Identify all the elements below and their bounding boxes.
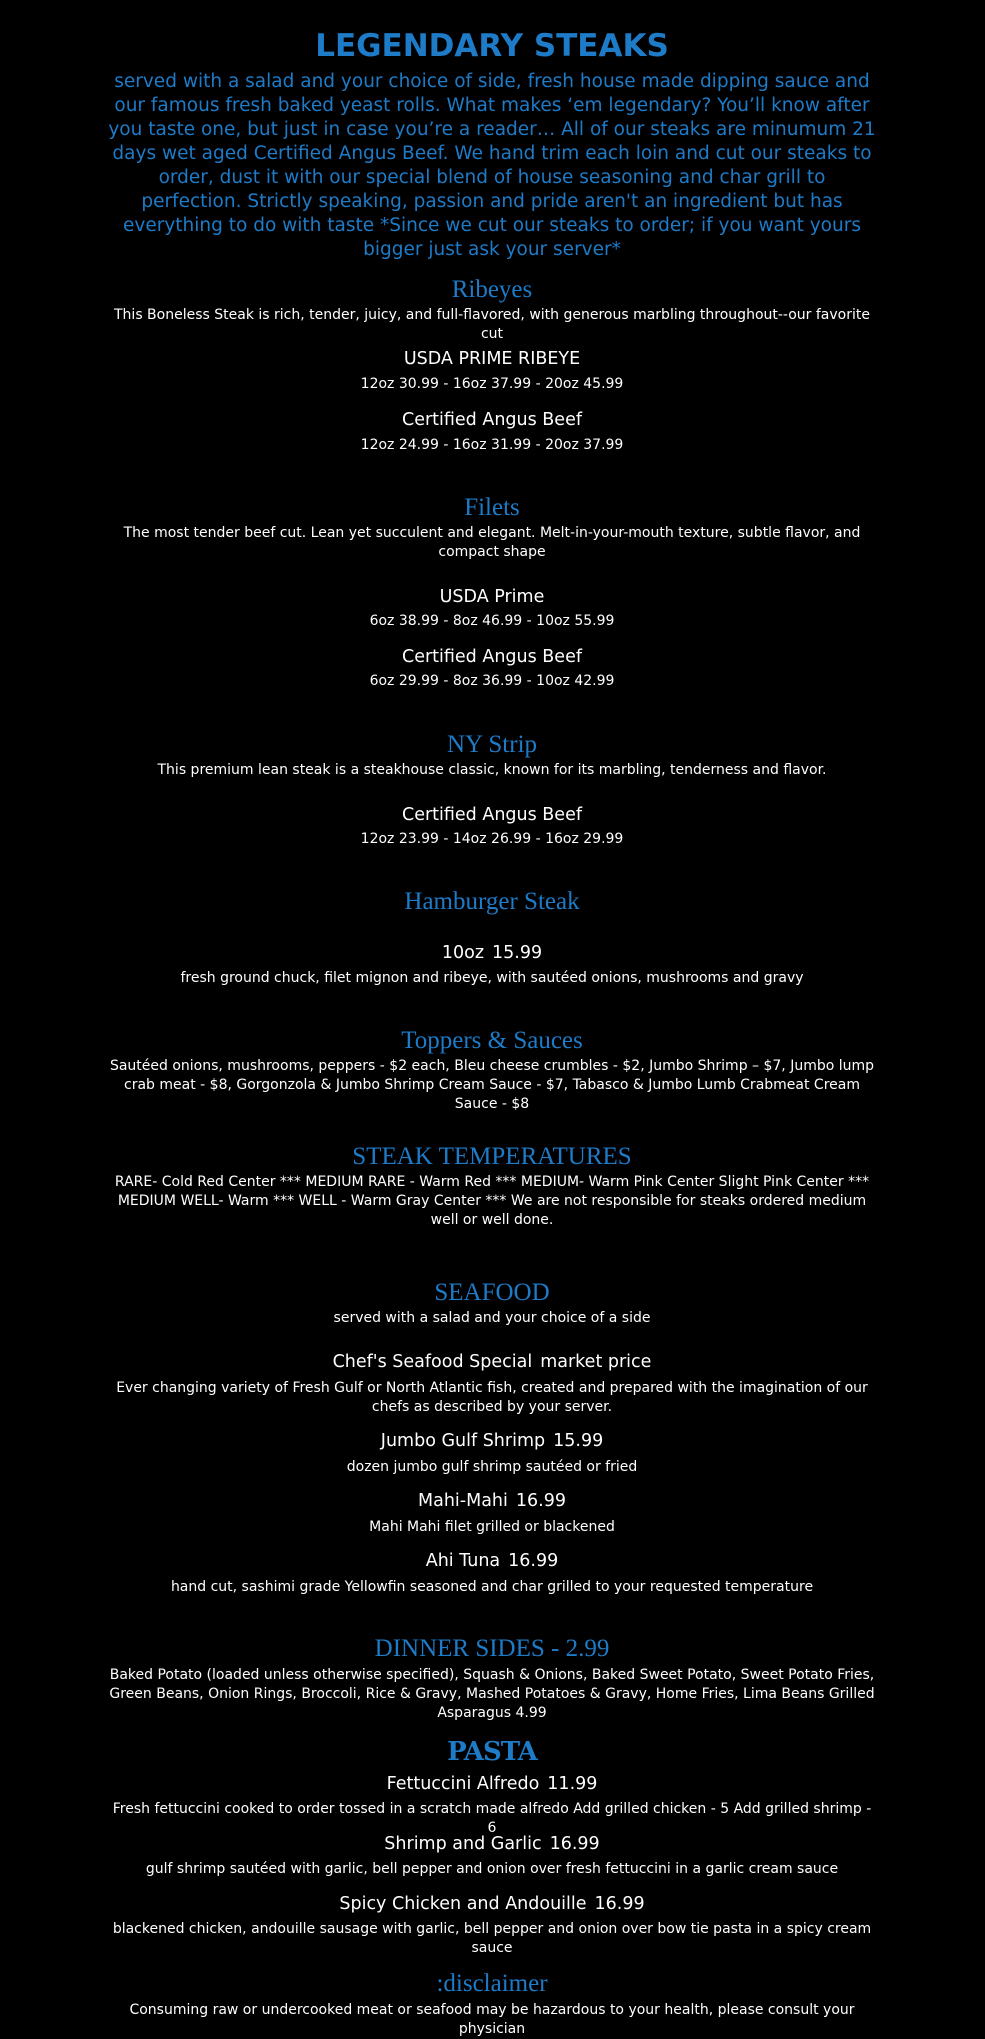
filets-description: The most tender beef cut. Lean yet succulent and elegant. Melt-in-your-mouth texture, subtle flavor, and compact shape xyxy=(123,525,861,560)
intro-text: served with a salad and your choice of side, fresh house made dipping sauce and our famous fresh baked yeast rolls. What makes ‘em legendary? You’ll know after you taste one, but just in case you’re a reader… All of our steaks are minumum 21 days wet aged Certified Angus Beef. We hand trim each loin and cut our steaks to order, dust it with our special blend of house seasoning and char grill to perfection. Strictly speaking, passion and pride aren't an ingredient but has everything to do with taste *Since we cut our steaks to order; if you want yours bigger just ask your server* xyxy=(108,71,876,260)
pasta-item-name: Spicy Chicken and Andouille xyxy=(339,1894,587,1914)
pasta-item-price: 16.99 xyxy=(549,1834,600,1854)
filet-prime-price: 6oz 38.99 - 8oz 46.99 - 10oz 55.99 xyxy=(369,613,615,629)
seafood-item-name: Jumbo Gulf Shrimp xyxy=(380,1431,546,1451)
pasta-item xyxy=(108,1774,876,1794)
pasta-item-price: 11.99 xyxy=(547,1774,598,1794)
seafood-item-price: 15.99 xyxy=(553,1431,604,1451)
pasta-item xyxy=(108,1834,876,1854)
seafood-item-description: hand cut, sashimi grade Yellowfin seasoned and char grilled to your requested temperature xyxy=(170,1579,814,1595)
hamburger-item xyxy=(108,943,876,963)
nystrip-cab-price: 12oz 23.99 - 14oz 26.99 - 16oz 29.99 xyxy=(360,831,624,847)
seafood-subtitle: served with a salad and your choice of a side xyxy=(333,1310,651,1326)
seafood-item-price: 16.99 xyxy=(508,1551,559,1571)
nystrip-heading: NY Strip xyxy=(446,731,538,758)
pasta-heading: PASTA xyxy=(447,1737,537,1767)
filet-cab-name: Certified Angus Beef xyxy=(401,647,582,667)
seafood-item-price: market price xyxy=(540,1352,652,1372)
pasta-item-description: gulf shrimp sautéed with garlic, bell pepper and onion over fresh fettuccini in a garlic cream sauce xyxy=(145,1861,839,1877)
hamburger-item-name: 10oz xyxy=(441,943,485,963)
filet-cab-price: 6oz 29.99 - 8oz 36.99 - 10oz 42.99 xyxy=(369,673,615,689)
ribeye-cab-price: 12oz 24.99 - 16oz 31.99 - 20oz 37.99 xyxy=(360,437,624,453)
temperatures-description: RARE- Cold Red Center *** MEDIUM RARE - Warm Red *** MEDIUM- Warm Pink Center Slight Pink Center *** MEDIUM WELL- Warm *** WELL - Warm Gray Center *** We are not responsible for steaks ordered medium well or well done. xyxy=(114,1174,870,1228)
seafood-item-description: Mahi Mahi filet grilled or blackened xyxy=(369,1519,615,1535)
ribeye-prime-price: 12oz 30.99 - 16oz 37.99 - 20oz 45.99 xyxy=(360,376,624,392)
seafood-item-name: Ahi Tuna xyxy=(425,1551,501,1571)
seafood-heading: SEAFOOD xyxy=(434,1279,550,1306)
filets-heading: Filets xyxy=(464,494,520,521)
seafood-item-description: Ever changing variety of Fresh Gulf or North Atlantic fish, created and prepared with the imagination of our chefs as described by your server. xyxy=(116,1380,868,1415)
temperatures-heading: STEAK TEMPERATURES xyxy=(352,1143,632,1170)
ribeye-cab-name: Certified Angus Beef xyxy=(401,410,582,430)
sides-description: Baked Potato (loaded unless otherwise specified), Squash & Onions, Baked Sweet Potato, Sweet Potato Fries, Green Beans, Onion Rings, Broccoli, Rice & Gravy, Mashed Potatoes & Gravy, Home Fries, Lima Beans Grilled Asparagus 4.99 xyxy=(109,1667,875,1721)
pasta-item xyxy=(108,1894,876,1914)
hamburger-item-price: 15.99 xyxy=(492,943,543,963)
seafood-item xyxy=(108,1551,876,1571)
pasta-item-description: Fresh fettuccini cooked to order tossed in a scratch made alfredo Add grilled chicken - 5 Add grilled shrimp - 6 xyxy=(112,1801,872,1836)
nystrip-description: This premium lean steak is a steakhouse classic, known for its marbling, tenderness and flavor. xyxy=(157,762,827,778)
seafood-item-name: Mahi-Mahi xyxy=(418,1491,508,1511)
pasta-item-name: Fettuccini Alfredo xyxy=(386,1774,540,1794)
pasta-item-name: Shrimp and Garlic xyxy=(384,1834,542,1854)
disclaimer-heading: :disclaimer xyxy=(436,1970,548,1997)
seafood-item xyxy=(108,1431,876,1451)
seafood-item-name: Chef's Seafood Special xyxy=(332,1352,533,1372)
hamburger-description: fresh ground chuck, filet mignon and ribeye, with sautéed onions, mushrooms and gravy xyxy=(180,970,804,986)
toppers-description: Sautéed onions, mushrooms, peppers - $2 each, Bleu cheese crumbles - $2, Jumbo Shrimp – $7, Jumbo lump crab meat - $8, Gorgonzola & Jumbo Shrimp Cream Sauce - $7, Tabasco & Jumbo Lumb Crabmeat Cream Sauce - $8 xyxy=(109,1058,875,1112)
sides-heading: DINNER SIDES - 2.99 xyxy=(374,1635,610,1662)
disclaimer-text: Consuming raw or undercooked meat or seafood may be hazardous to your health, please consult your physician xyxy=(129,2002,855,2037)
seafood-item-price: 16.99 xyxy=(515,1491,566,1511)
seafood-item xyxy=(108,1352,876,1372)
nystrip-cab-name: Certified Angus Beef xyxy=(401,805,582,825)
pasta-item-description: blackened chicken, andouille sausage with garlic, bell pepper and onion over bow tie pasta in a spicy cream sauce xyxy=(112,1921,872,1956)
ribeyes-heading: Ribeyes xyxy=(451,276,533,303)
seafood-item xyxy=(108,1491,876,1511)
seafood-item-description: dozen jumbo gulf shrimp sautéed or fried xyxy=(346,1459,638,1475)
filet-prime-name: USDA Prime xyxy=(439,587,545,607)
page-title: LEGENDARY STEAKS xyxy=(315,28,669,64)
ribeyes-description: This Boneless Steak is rich, tender, juicy, and full-flavored, with generous marbling throughout--our favorite cut xyxy=(114,307,870,342)
hamburger-heading: Hamburger Steak xyxy=(404,888,580,915)
toppers-heading: Toppers & Sauces xyxy=(401,1027,583,1054)
pasta-item-price: 16.99 xyxy=(594,1894,645,1914)
ribeye-prime-name: USDA PRIME RIBEYE xyxy=(403,349,581,369)
